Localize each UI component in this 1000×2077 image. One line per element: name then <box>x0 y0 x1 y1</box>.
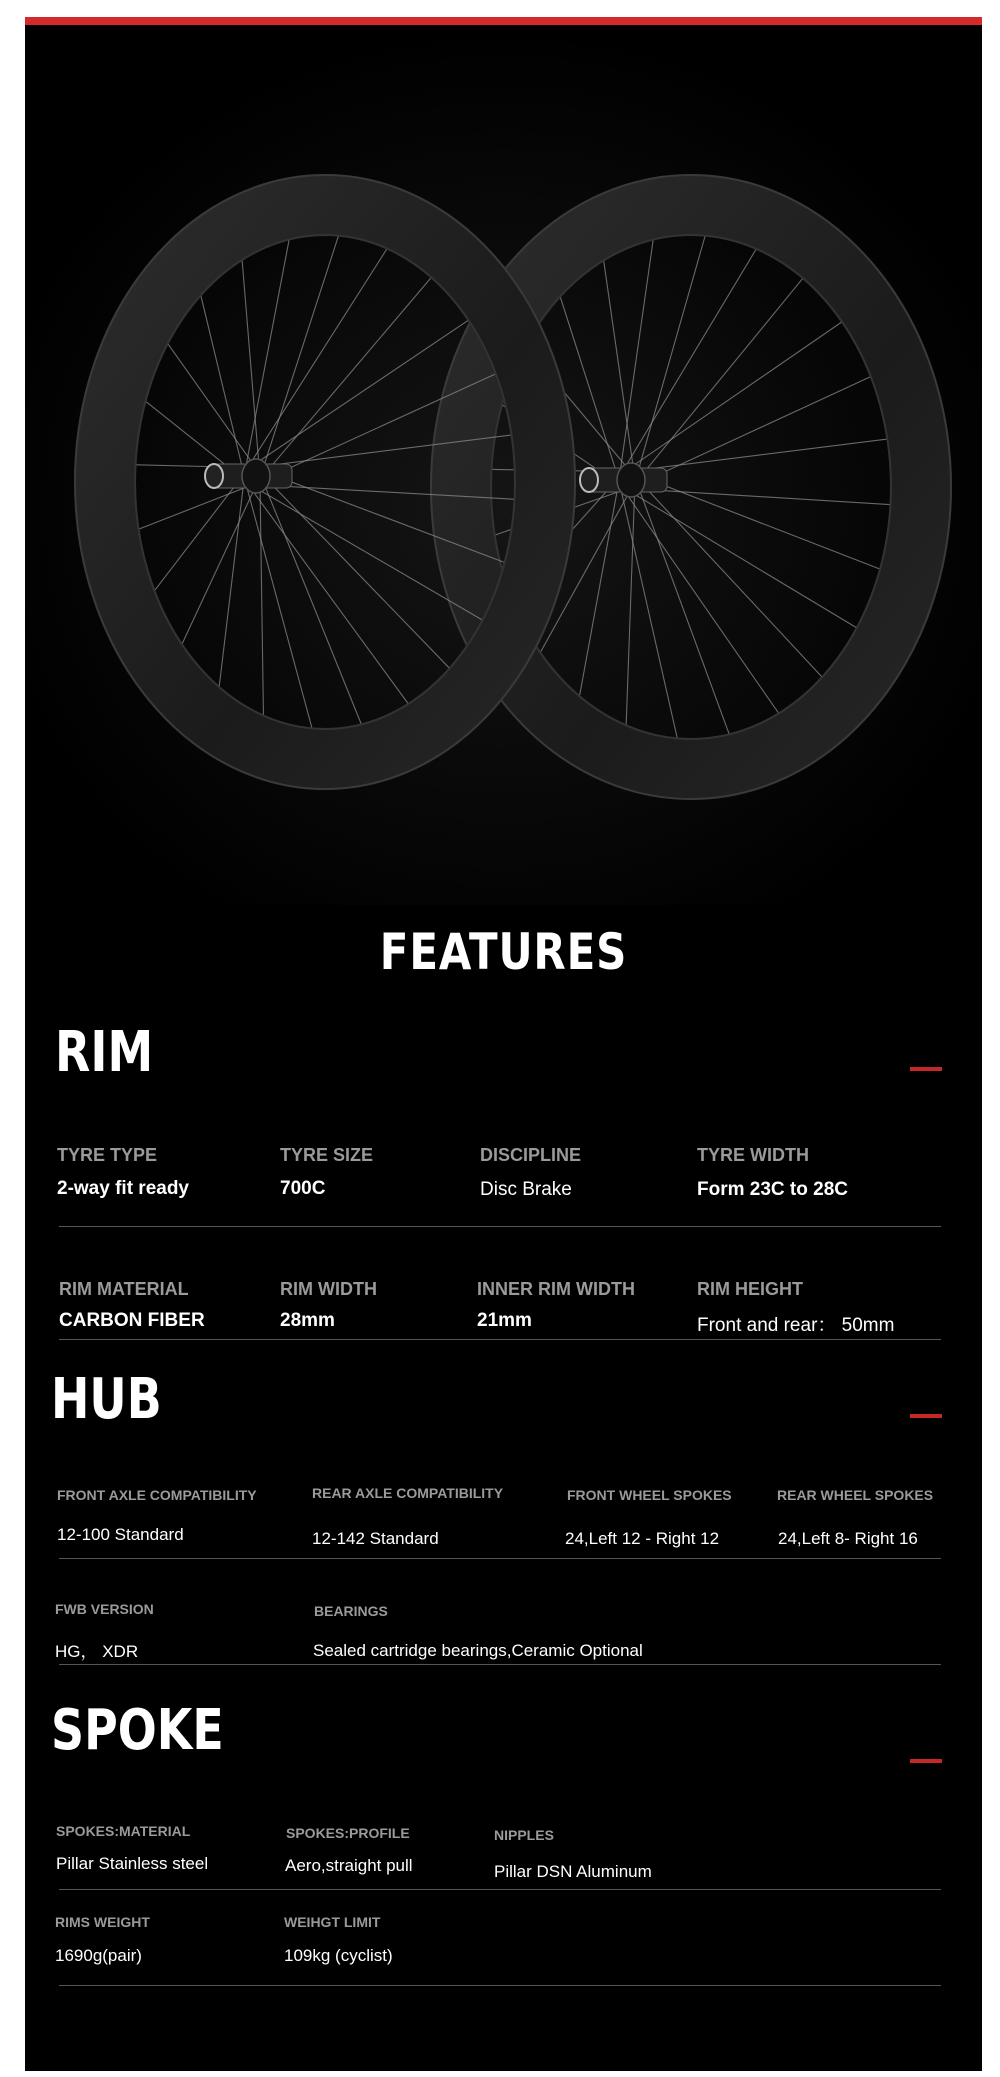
rim-collapse-dash <box>910 1067 942 1071</box>
divider <box>59 1339 941 1340</box>
spec-label: FWB VERSION <box>55 1601 154 1617</box>
spec-value: 12-100 Standard <box>57 1525 184 1544</box>
spoke-section-title: SPOKE <box>51 1698 224 1763</box>
spec-label: RIM HEIGHT <box>697 1279 803 1299</box>
spec-label: BEARINGS <box>314 1603 388 1619</box>
top-accent-bar <box>25 17 982 25</box>
spec-label: TYRE WIDTH <box>697 1145 809 1165</box>
spec-label: TYRE TYPE <box>57 1145 158 1165</box>
spec-label: SPOKES:MATERIAL <box>56 1823 191 1839</box>
spec-label: RIM MATERIAL <box>59 1279 189 1299</box>
features-heading: FEATURES <box>379 923 628 981</box>
spec-value: Disc Brake <box>480 1179 572 1200</box>
spec-label: RIM WIDTH <box>280 1279 377 1299</box>
spec-value: Pillar DSN Aluminum <box>494 1862 652 1881</box>
hub-collapse-dash <box>910 1414 942 1418</box>
spec-label: RIMS WEIGHT <box>55 1914 150 1930</box>
divider <box>59 1558 941 1559</box>
spec-value: 12-142 Standard <box>312 1529 439 1548</box>
rim-section-title: RIM <box>55 1020 154 1085</box>
spec-value: 109kg (cyclist) <box>284 1946 393 1965</box>
spoke-collapse-dash <box>910 1759 942 1763</box>
spec-value: 1690g(pair) <box>55 1946 142 1965</box>
spec-value: Pillar Stainless steel <box>56 1854 209 1873</box>
wheelset-image <box>25 25 982 905</box>
spec-value: 21mm <box>477 1310 532 1331</box>
divider <box>59 1664 941 1665</box>
spec-label: FRONT WHEEL SPOKES <box>567 1487 732 1503</box>
spec-label: REAR AXLE COMPATIBILITY <box>312 1485 504 1501</box>
spec-label: NIPPLES <box>494 1827 554 1843</box>
spec-value: 24,Left 12 - Right 12 <box>565 1529 720 1548</box>
spec-label: INNER RIM WIDTH <box>477 1279 635 1299</box>
spec-label: REAR WHEEL SPOKES <box>777 1487 934 1503</box>
spec-value: Front and rear： 50mm <box>697 1315 895 1336</box>
spec-label: TYRE SIZE <box>280 1145 374 1165</box>
spec-value: 24,Left 8- Right 16 <box>778 1529 918 1548</box>
spec-value: 2-way fit ready <box>57 1178 189 1199</box>
spec-value: CARBON FIBER <box>59 1310 205 1331</box>
divider <box>59 1985 941 1986</box>
spec-value: 28mm <box>280 1310 335 1331</box>
spec-label: WEIHGT LIMIT <box>284 1914 381 1930</box>
product-spec-panel <box>25 17 982 2071</box>
spec-value: 700C <box>280 1178 326 1199</box>
spec-value: Sealed cartridge bearings,Ceramic Optional <box>313 1641 643 1660</box>
spec-value: HG， XDR <box>55 1642 139 1661</box>
spec-label: SPOKES:PROFILE <box>286 1825 410 1841</box>
spec-label: DISCIPLINE <box>480 1145 582 1165</box>
divider <box>59 1889 941 1890</box>
spec-value: Aero,straight pull <box>285 1856 413 1875</box>
spec-value: Form 23C to 28C <box>697 1179 848 1200</box>
hub-section-title: HUB <box>51 1367 162 1432</box>
spec-label: FRONT AXLE COMPATIBILITY <box>57 1487 257 1503</box>
divider <box>59 1226 941 1227</box>
